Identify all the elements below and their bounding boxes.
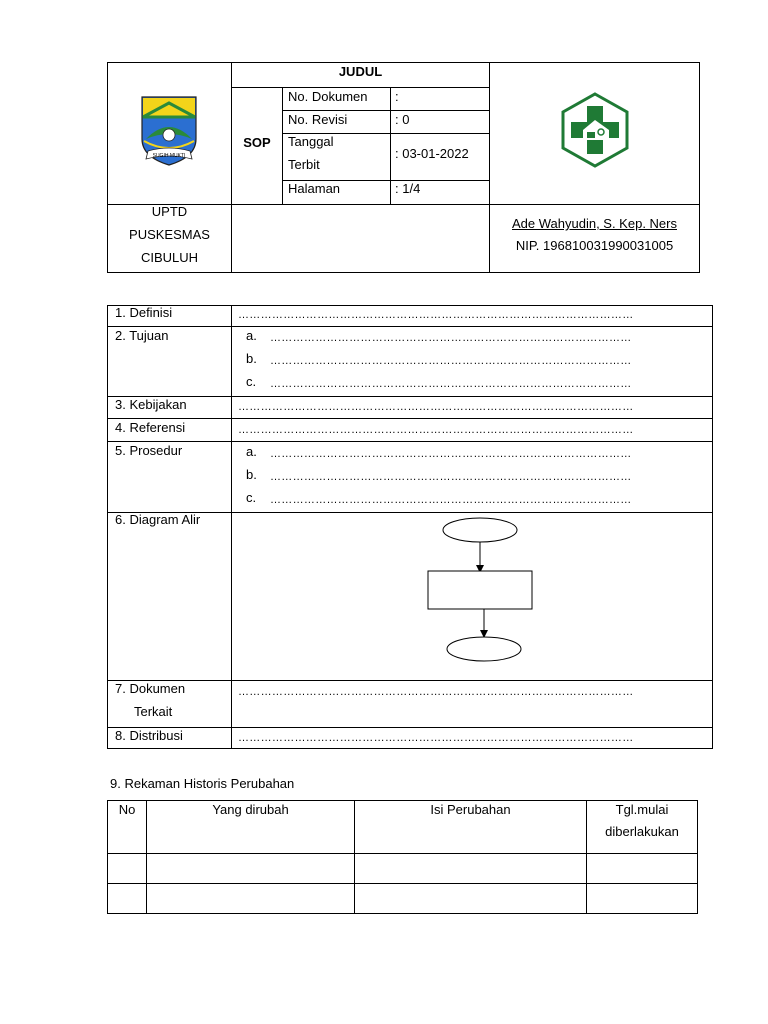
history-col-isi-perubahan: Isi Perubahan bbox=[430, 802, 511, 817]
puskesmas-cross-logo-icon bbox=[557, 92, 633, 168]
prosedur-letter-a: a. bbox=[246, 444, 257, 459]
sop-label: SOP bbox=[243, 135, 271, 150]
tujuan-letter-a: a. bbox=[246, 328, 257, 343]
distribusi-content: …………………………………………………………………………………………… bbox=[238, 732, 634, 744]
prosedur-letter-c: c. bbox=[246, 490, 257, 505]
no-dokumen-label: No. Dokumen bbox=[288, 89, 368, 104]
tujuan-letter-c: c. bbox=[246, 374, 257, 389]
history-col-no: No bbox=[118, 802, 136, 817]
signer-nip: NIP. 196810031990031005 bbox=[515, 238, 674, 253]
tanggal-terbit-label: Tanggal bbox=[288, 134, 334, 149]
dokumen-content: …………………………………………………………………………………………… bbox=[238, 686, 634, 698]
tujuan-content-c: …………………………………………………………………………………… bbox=[270, 378, 632, 390]
tanggal-terbit-label-2: Terbit bbox=[288, 157, 320, 172]
referensi-content: …………………………………………………………………………………………… bbox=[238, 424, 634, 436]
halaman-label: Halaman bbox=[288, 181, 341, 196]
org-name-line3: CIBULUH bbox=[140, 250, 199, 265]
dokumen-label: 7. Dokumen bbox=[115, 681, 186, 696]
flow-process-box bbox=[428, 571, 532, 609]
definisi-content: …………………………………………………………………………………………… bbox=[238, 309, 634, 321]
document-title: JUDUL bbox=[338, 64, 383, 79]
distribusi-label: 8. Distribusi bbox=[115, 728, 183, 743]
prosedur-label: 5. Prosedur bbox=[115, 443, 183, 458]
kebijakan-content: …………………………………………………………………………………………… bbox=[238, 401, 634, 413]
history-col-yang-dirubah: Yang dirubah bbox=[212, 802, 289, 817]
prosedur-content-c: …………………………………………………………………………………… bbox=[270, 494, 632, 506]
prosedur-content-b: …………………………………………………………………………………… bbox=[270, 471, 632, 483]
regency-crest-icon bbox=[134, 95, 204, 171]
kebijakan-label: 3. Kebijakan bbox=[115, 397, 187, 412]
tujuan-content-b: …………………………………………………………………………………… bbox=[270, 355, 632, 367]
flow-start-oval bbox=[443, 518, 517, 542]
org-name-line1: UPTD bbox=[151, 204, 188, 219]
flowchart-diagram bbox=[232, 513, 712, 680]
history-col-diberlakukan: diberlakukan bbox=[605, 824, 679, 839]
signer-name: Ade Wahyudin, S. Kep. Ners bbox=[512, 216, 677, 231]
no-dokumen-value: : bbox=[395, 89, 399, 104]
halaman-value: : 1/4 bbox=[395, 181, 421, 196]
prosedur-content-a: …………………………………………………………………………………… bbox=[270, 448, 632, 460]
no-revisi-label: No. Revisi bbox=[288, 112, 348, 127]
logo-left-motto: SUGIH MUKTI bbox=[152, 153, 186, 159]
diagram-label: 6. Diagram Alir bbox=[115, 512, 201, 527]
dokumen-label-2: Terkait bbox=[134, 704, 173, 719]
tujuan-content-a: …………………………………………………………………………………… bbox=[270, 332, 632, 344]
tujuan-label: 2. Tujuan bbox=[115, 328, 169, 343]
referensi-label: 4. Referensi bbox=[115, 420, 186, 435]
flow-end-oval bbox=[447, 637, 521, 661]
org-name-line2: PUSKESMAS bbox=[129, 227, 210, 242]
prosedur-letter-b: b. bbox=[246, 467, 257, 482]
tujuan-letter-b: b. bbox=[246, 351, 257, 366]
no-revisi-value: : 0 bbox=[395, 112, 410, 127]
tanggal-terbit-value: : 03-01-2022 bbox=[395, 146, 469, 161]
definisi-label: 1. Definisi bbox=[115, 305, 173, 320]
history-title: 9. Rekaman Historis Perubahan bbox=[110, 776, 295, 791]
history-col-tgl-mulai: Tgl.mulai bbox=[615, 802, 669, 817]
